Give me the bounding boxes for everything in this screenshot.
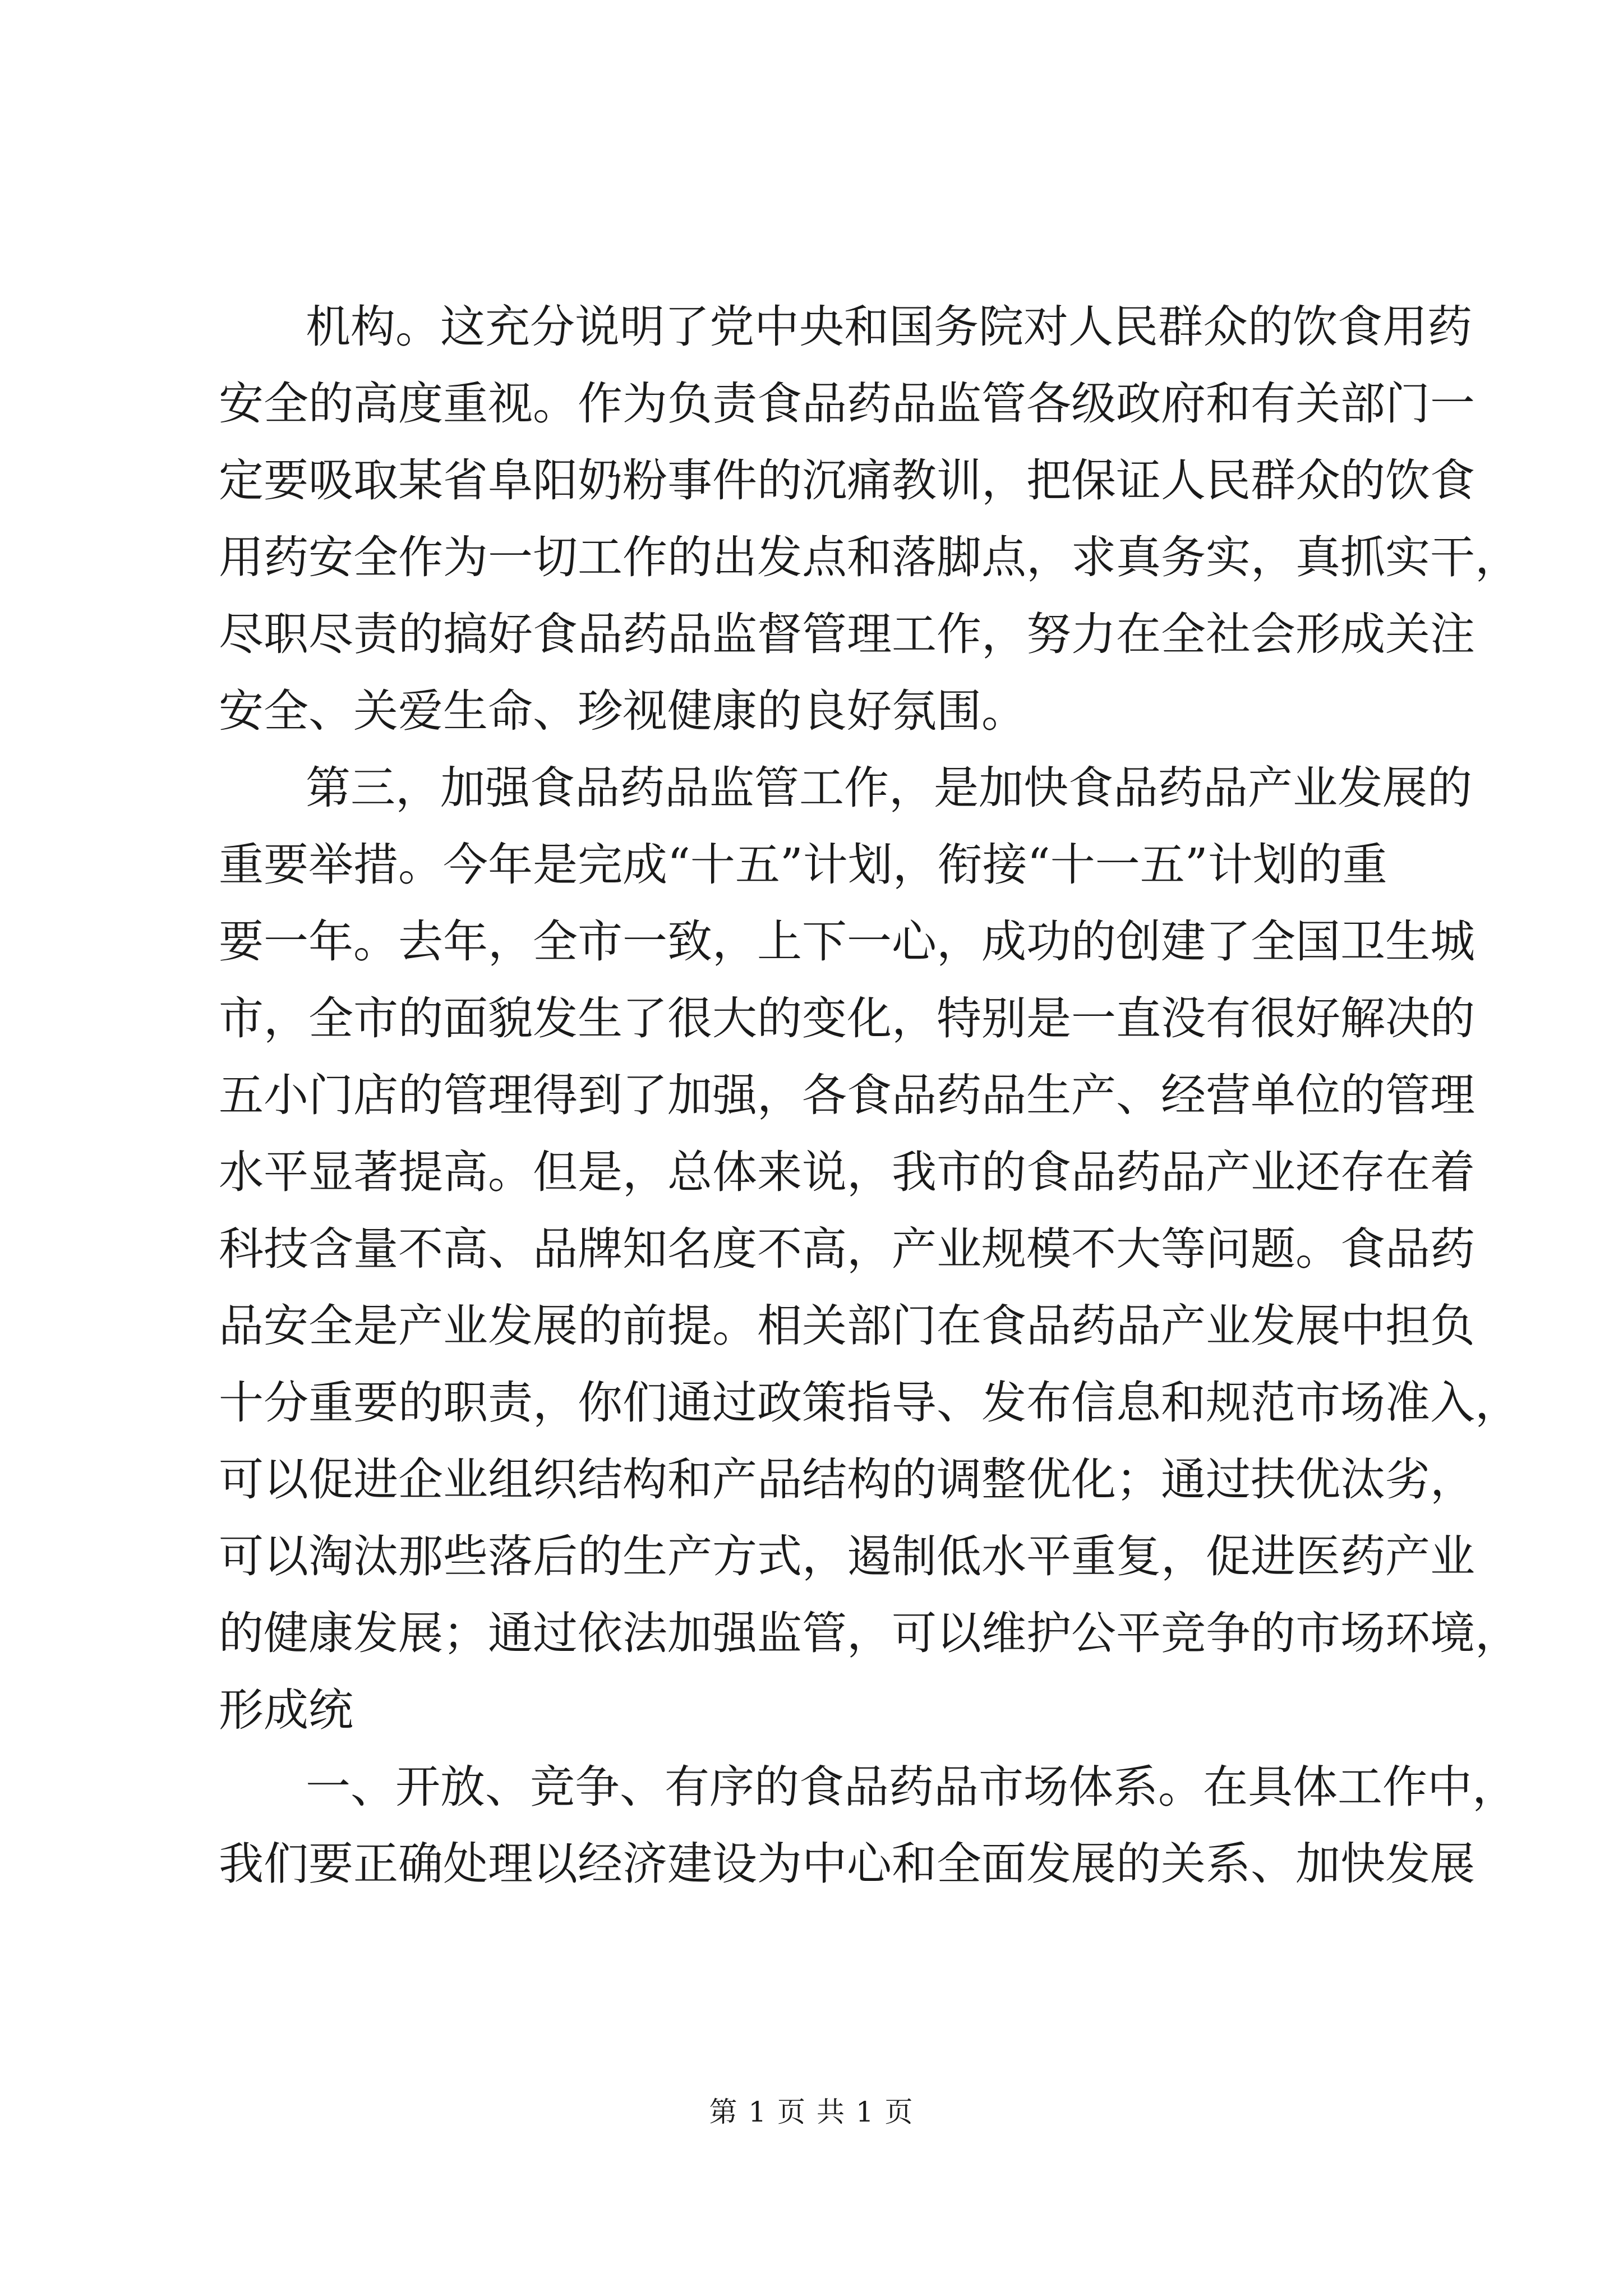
paragraph-line: 形成统 — [219, 1684, 353, 1736]
paragraph-line: 尽职尽责的搞好食品药品监督管理工作，努力在全社会形成关注 — [219, 608, 1475, 660]
paragraph-line: 一、开放、竞争、有序的食品药品市场体系。在具体工作中， — [306, 1761, 1517, 1813]
paragraph-line: 十分重要的职责，你们通过政策指导、发布信息和规范市场准入， — [219, 1377, 1520, 1429]
paragraph-line: 安全、关爱生命、珍视健康的良好氛围。 — [219, 685, 1026, 737]
paragraph-line: 机构。这充分说明了党中央和国务院对人民群众的饮食用药 — [306, 301, 1472, 353]
paragraph-line: 可以淘汰那些落后的生产方式，遏制低水平重复，促进医药产业 — [219, 1530, 1475, 1582]
paragraph-line: 可以促进企业组织结构和产品结构的调整优化；通过扶优汰劣， — [219, 1453, 1475, 1506]
paragraph-line: 安全的高度重视。作为负责食品药品监管各级政府和有关部门一 — [219, 378, 1475, 430]
paragraph-line: 用药安全作为一切工作的出发点和落脚点，求真务实，真抓实干， — [219, 531, 1520, 583]
paragraph-line: 水平显著提高。但是，总体来说，我市的食品药品产业还存在着 — [219, 1146, 1475, 1198]
paragraph-line: 重要举措。今年是完成“十五”计划，衔接“十一五”计划的重 — [219, 839, 1387, 891]
paragraph-line: 科技含量不高、品牌知名度不高，产业规模不大等问题。食品药 — [219, 1223, 1475, 1275]
paragraph-line: 的健康发展；通过依法加强监管，可以维护公平竞争的市场环境， — [219, 1607, 1520, 1659]
page-footer: 第 1 页 共 1 页 — [709, 2096, 914, 2128]
paragraph-line: 要一年。去年，全市一致，上下一心，成功的创建了全国卫生城 — [219, 915, 1475, 968]
paragraph-line: 品安全是产业发展的前提。相关部门在食品药品产业发展中担负 — [219, 1300, 1475, 1352]
paragraph-line: 五小门店的管理得到了加强，各食品药品生产、经营单位的管理 — [219, 1069, 1475, 1121]
paragraph-line: 市，全市的面貌发生了很大的变化，特别是一直没有很好解决的 — [219, 992, 1475, 1045]
paragraph-line: 第三，加强食品药品监管工作，是加快食品药品产业发展的 — [306, 762, 1472, 814]
paragraph-line: 我们要正确处理以经济建设为中心和全面发展的关系、加快发展 — [219, 1838, 1475, 1890]
paragraph-line: 定要吸取某省阜阳奶粉事件的沉痛教训，把保证人民群众的饮食 — [219, 454, 1475, 507]
